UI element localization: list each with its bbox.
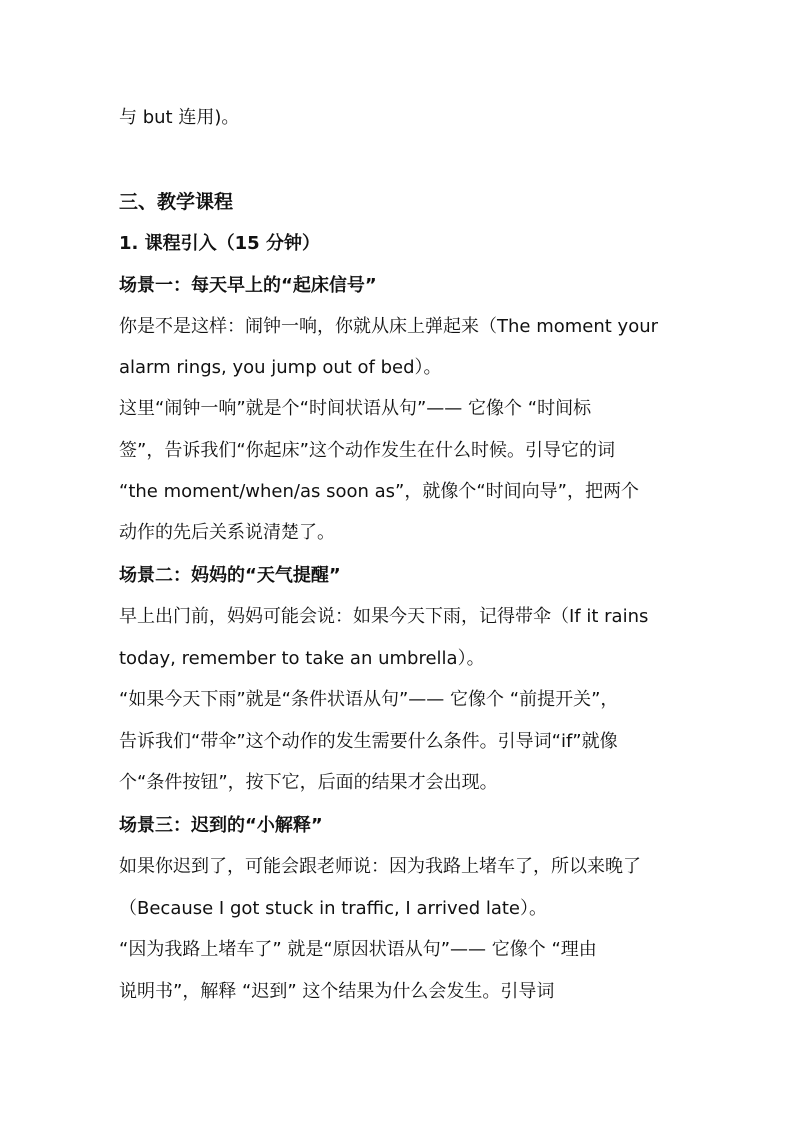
scene-two-heading: 场景二：妈妈的“天气提醒”	[119, 565, 341, 586]
paragraph-line: 这里“闹钟一响”就是个“时间状语从句”—— 它像个 “时间标	[119, 398, 592, 419]
paragraph-line: 告诉我们“带伞”这个动作的发生需要什么条件。引导词“if”就像	[119, 731, 618, 752]
paragraph-line: today, remember to take an umbrella）。	[119, 648, 485, 669]
paragraph-line: “因为我路上堵车了” 就是“原因状语从句”—— 它像个 “理由	[119, 939, 597, 960]
text-line-conjunction-note: 与 but 连用)。	[119, 107, 240, 128]
paragraph-line: 说明书”，解释 “迟到” 这个结果为什么会发生。引导词	[119, 981, 555, 1002]
subheading-course-intro: 1. 课程引入（15 分钟）	[119, 233, 320, 254]
scene-one-heading: 场景一：每天早上的“起床信号”	[119, 275, 377, 296]
paragraph-line: 早上出门前，妈妈可能会说：如果今天下雨，记得带伞（If it rains	[119, 606, 649, 627]
paragraph-line: 如果你迟到了，可能会跟老师说：因为我路上堵车了，所以来晚了	[119, 856, 641, 877]
scene-three-heading: 场景三：迟到的“小解释”	[119, 815, 323, 836]
section-heading-teaching-course: 三、教学课程	[119, 191, 234, 213]
paragraph-line: 个“条件按钮”，按下它，后面的结果才会出现。	[119, 772, 498, 793]
paragraph-line: 动作的先后关系说清楚了。	[119, 522, 335, 543]
paragraph-line: “the moment/when/as soon as”，就像个“时间向导”，把两个	[119, 481, 639, 502]
paragraph-line: （Because I got stuck in traffic, I arrived late）。	[119, 898, 548, 919]
paragraph-line: 你是不是这样：闹钟一响，你就从床上弹起来（The moment your	[119, 316, 659, 337]
paragraph-line: “如果今天下雨”就是“条件状语从句”—— 它像个 “前提开关”，	[119, 689, 619, 710]
paragraph-line: alarm rings, you jump out of bed）。	[119, 357, 442, 378]
paragraph-line: 签”，告诉我们“你起床”这个动作发生在什么时候。引导它的词	[119, 440, 615, 461]
